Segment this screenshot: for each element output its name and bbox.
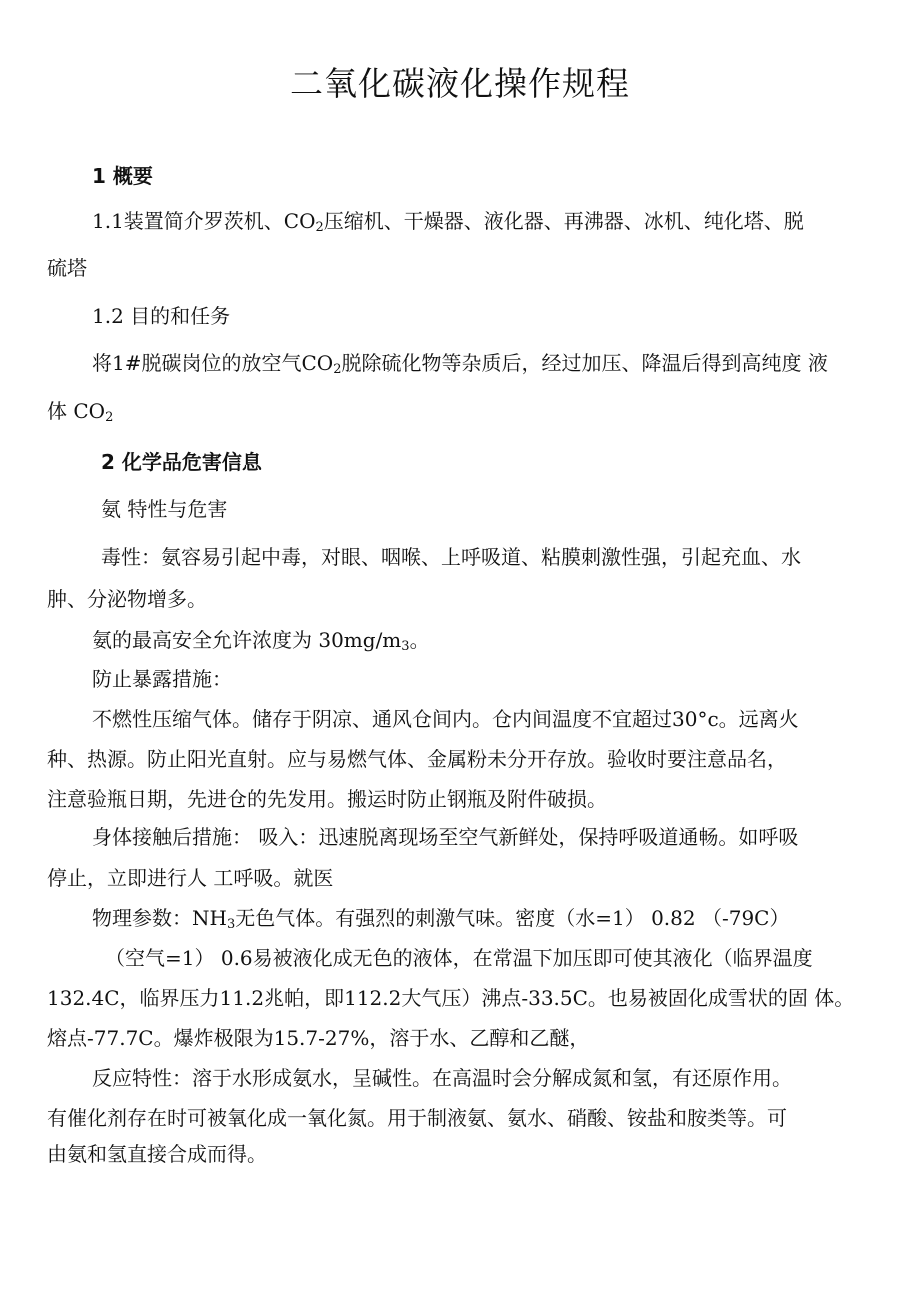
paragraph-1-2-line-1 <box>92 348 828 378</box>
prevention-heading: 防止暴露措施： <box>92 667 232 691</box>
prevention-line-2: 种、热源。防止阳光直射。应与易燃气体、金属粉未分开存放。验收时要注意品名， <box>47 747 787 771</box>
text-segment: 物理参数：NH <box>92 906 227 930</box>
prevention-line-3: 注意验瓶日期，先进仓的先发用。搬运时防止钢瓶及附件破损。 <box>47 787 607 811</box>
subscript: 3 <box>401 639 410 654</box>
max-concentration-line <box>92 625 430 655</box>
text-segment: 脱除硫化物等杂质后，经过加压、降温后得到高纯度 液 <box>341 351 828 375</box>
toxicity-line-1: 毒性：氨容易引起中毒，对眼、咽喉、上呼吸道、粘膜刺激性强，引起充血、水 <box>101 545 801 569</box>
text-segment: 1.1装置简介罗茨机、CO <box>92 209 316 233</box>
reaction-line-3: 由氨和氢直接合成而得。 <box>47 1142 267 1166</box>
physical-line-3: 132.4C，临界压力11.2兆帕，即112.2大气压）沸点-33.5C。也易被固化成雪状的固 体。 <box>47 986 855 1010</box>
subscript: 2 <box>315 220 324 235</box>
text-segment: 氨的最高安全允许浓度为 30mg/m <box>92 628 402 652</box>
physical-line-1 <box>92 903 789 933</box>
subscript: 2 <box>105 410 114 425</box>
subheading-1-2: 1.2 目的和任务 <box>92 304 231 328</box>
section-1-heading: 1 概要 <box>92 164 153 188</box>
text-segment: 无色气体。有强烈的刺激气味。密度（水=1） 0.82 （-79C） <box>235 906 790 930</box>
contact-line-2: 停止，立即进行人 工呼吸。就医 <box>47 866 334 890</box>
section-2-heading: 2 化学品危害信息 <box>101 450 262 474</box>
ammonia-heading: 氨 特性与危害 <box>101 497 228 521</box>
paragraph-1-2-line-2 <box>47 396 113 426</box>
text-segment: 。 <box>409 628 430 652</box>
physical-line-4: 熔点-77.7C。爆炸极限为15.7-27%，溶于水、乙醇和乙醚， <box>47 1026 590 1050</box>
text-segment: 压缩机、干燥器、液化器、再沸器、冰机、纯化塔、脱 <box>323 209 804 233</box>
reaction-line-1: 反应特性：溶于水形成氨水，呈碱性。在高温时会分解成氮和氢，有还原作用。 <box>92 1066 792 1090</box>
prevention-line-1: 不燃性压缩气体。储存于阴凉、通风仓间内。仓内间温度不宜超过30°c。远离火 <box>92 707 799 731</box>
paragraph-1-1-line-1 <box>92 206 804 236</box>
subscript: 2 <box>333 362 342 377</box>
paragraph-1-1-line-2: 硫塔 <box>47 256 87 280</box>
physical-line-2: （空气=1） 0.6易被液化成无色的液体，在常温下加压即可使其液化（临界温度 <box>105 946 813 970</box>
reaction-line-2: 有催化剂存在时可被氧化成一氧化氮。用于制液氨、氨水、硝酸、铵盐和胺类等。可 <box>47 1106 787 1130</box>
toxicity-line-2: 肿、分泌物增多。 <box>47 587 207 611</box>
subscript: 3 <box>226 917 236 932</box>
document-title: 二氧化碳液化操作规程 <box>290 64 630 103</box>
text-segment: 将1#脱碳岗位的放空气CO <box>92 351 334 375</box>
text-segment: 体 CO <box>47 399 106 423</box>
contact-line-1: 身体接触后措施： 吸入：迅速脱离现场至空气新鲜处，保持呼吸道通畅。如呼吸 <box>92 825 799 849</box>
